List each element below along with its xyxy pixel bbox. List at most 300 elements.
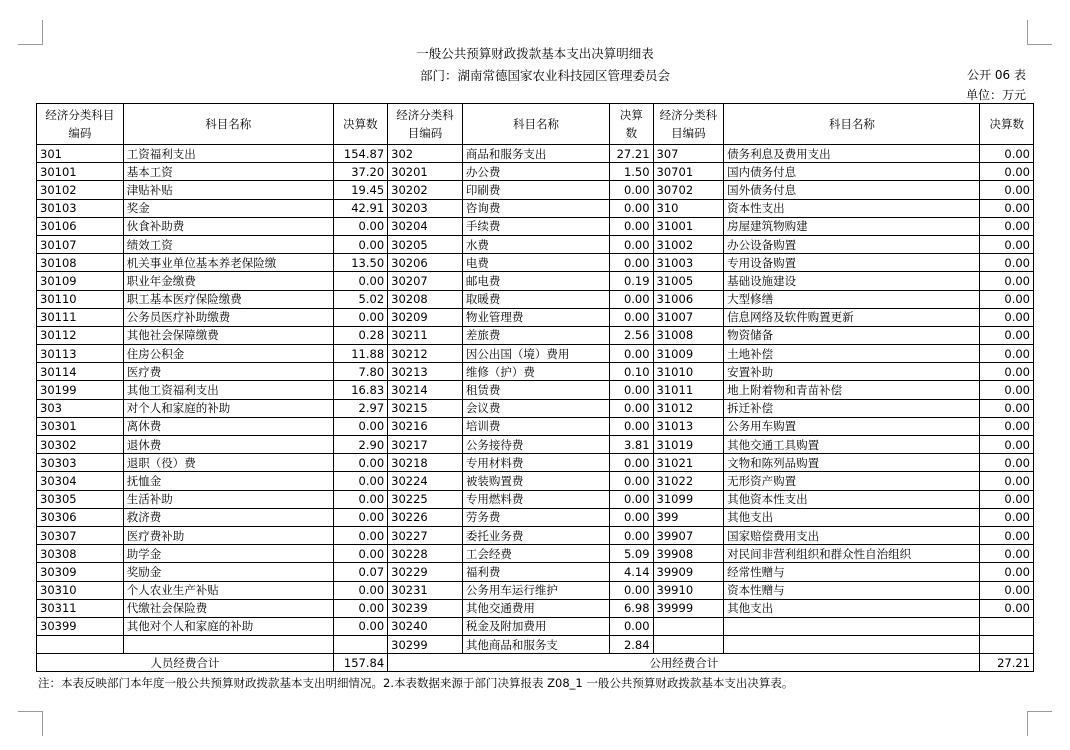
code-cell: 30109 (37, 272, 124, 290)
item-name-cell: 拆迁补偿 (724, 399, 980, 417)
amount-cell: 0.00 (610, 472, 653, 490)
code-cell: 30229 (388, 563, 463, 581)
amount-cell: 0.00 (333, 217, 387, 235)
code-cell: 30226 (388, 508, 463, 526)
amount-cell: 0.00 (610, 508, 653, 526)
item-name-cell: 商品和服务支出 (462, 145, 609, 163)
amount-cell: 0.00 (980, 254, 1034, 272)
amount-cell: 11.88 (333, 345, 387, 363)
code-cell: 30213 (388, 363, 463, 381)
code-cell: 39907 (653, 526, 724, 544)
item-name-cell: 其他社会保障缴费 (123, 326, 333, 344)
item-name-cell: 退职（役）费 (123, 454, 333, 472)
code-cell: 39910 (653, 581, 724, 599)
item-name-cell: 租赁费 (462, 381, 609, 399)
amount-cell: 0.07 (333, 563, 387, 581)
amount-cell: 0.00 (610, 454, 653, 472)
amount-cell: 0.00 (610, 235, 653, 253)
item-name-cell: 培训费 (462, 417, 609, 435)
amount-cell: 0.00 (610, 381, 653, 399)
item-name-cell: 维修（护）费 (462, 363, 609, 381)
table-row (37, 235, 1034, 253)
amount-cell: 0.00 (980, 145, 1034, 163)
amount-cell: 0.00 (333, 599, 387, 617)
amount-cell: 5.02 (333, 290, 387, 308)
table-row (37, 454, 1034, 472)
code-cell: 31001 (653, 217, 724, 235)
amount-cell: 0.00 (980, 490, 1034, 508)
amount-cell: 0.00 (610, 217, 653, 235)
expenditure-table (36, 103, 1034, 672)
code-cell: 30303 (37, 454, 124, 472)
code-cell: 30228 (388, 545, 463, 563)
table-row (37, 290, 1034, 308)
table-row (37, 181, 1034, 199)
table-row (37, 399, 1034, 417)
item-name-cell: 委托业务费 (462, 526, 609, 544)
code-cell: 30217 (388, 436, 463, 454)
amount-cell: 0.10 (610, 363, 653, 381)
code-cell: 30227 (388, 526, 463, 544)
table-row (37, 508, 1034, 526)
item-name-cell: 代缴社会保险费 (123, 599, 333, 617)
item-name-cell: 信息网络及软件购置更新 (724, 308, 980, 326)
amount-cell: 0.00 (333, 272, 387, 290)
item-name-cell: 债务利息及费用支出 (724, 145, 980, 163)
header-name-c: 科目名称 (724, 104, 980, 145)
amount-cell: 2.90 (333, 436, 387, 454)
amount-cell: 2.97 (333, 399, 387, 417)
amount-cell: 0.00 (610, 617, 653, 635)
item-name-cell: 文物和陈列品购置 (724, 454, 980, 472)
table-row (37, 545, 1034, 563)
amount-cell: 0.00 (610, 345, 653, 363)
item-name-cell: 职工基本医疗保险缴费 (123, 290, 333, 308)
department-label: 部门：湖南常德国家农业科技园区管理委员会 (420, 68, 671, 83)
amount-cell: 0.00 (333, 581, 387, 599)
amount-cell: 19.45 (333, 181, 387, 199)
code-cell: 31021 (653, 454, 724, 472)
code-cell: 30208 (388, 290, 463, 308)
amount-cell: 0.19 (610, 272, 653, 290)
amount-cell: 37.20 (333, 163, 387, 181)
table-row (37, 436, 1034, 454)
item-name-cell: 其他交通费用 (462, 599, 609, 617)
code-cell: 30224 (388, 472, 463, 490)
item-name-cell: 职业年金缴费 (123, 272, 333, 290)
table-row (37, 526, 1034, 544)
amount-cell: 42.91 (333, 199, 387, 217)
table-row (37, 617, 1034, 635)
code-cell: 31099 (653, 490, 724, 508)
item-name-cell: 助学金 (123, 545, 333, 563)
code-cell: 30106 (37, 217, 124, 235)
code-cell: 30203 (388, 199, 463, 217)
item-name-cell: 地上附着物和青苗补偿 (724, 381, 980, 399)
code-cell (37, 636, 124, 654)
item-name-cell: 物业管理费 (462, 308, 609, 326)
table-row (37, 472, 1034, 490)
personnel-total-label: 人员经费合计 (37, 654, 334, 672)
code-cell: 30301 (37, 417, 124, 435)
item-name-cell: 伙食补助费 (123, 217, 333, 235)
public-total-label: 公用经费合计 (388, 654, 980, 672)
code-cell: 39908 (653, 545, 724, 563)
code-cell: 30101 (37, 163, 124, 181)
code-cell: 30305 (37, 490, 124, 508)
item-name-cell: 住房公积金 (123, 345, 333, 363)
total-row (37, 654, 1034, 672)
code-cell: 30206 (388, 254, 463, 272)
code-cell: 30231 (388, 581, 463, 599)
code-cell: 30399 (37, 617, 124, 635)
table-row (37, 599, 1034, 617)
code-cell: 30110 (37, 290, 124, 308)
table-row (37, 163, 1034, 181)
code-cell: 39909 (653, 563, 724, 581)
table-row (37, 254, 1034, 272)
item-name-cell: 资本性支出 (724, 199, 980, 217)
amount-cell: 0.00 (610, 581, 653, 599)
code-cell: 310 (653, 199, 724, 217)
code-cell: 399 (653, 508, 724, 526)
personnel-total-value: 157.84 (333, 654, 387, 672)
code-cell (653, 636, 724, 654)
code-cell: 30112 (37, 326, 124, 344)
item-name-cell: 基础设施建设 (724, 272, 980, 290)
item-name-cell: 福利费 (462, 563, 609, 581)
amount-cell: 0.00 (980, 345, 1034, 363)
public-total-value: 27.21 (980, 654, 1034, 672)
table-row (37, 417, 1034, 435)
item-name-cell: 生活补助 (123, 490, 333, 508)
amount-cell: 0.00 (610, 199, 653, 217)
item-name-cell: 对民间非营利组织和群众性自治组织 (724, 545, 980, 563)
amount-cell (980, 636, 1034, 654)
page-title: 一般公共预算财政拨款基本支出决算明细表 (416, 46, 654, 61)
amount-cell: 0.00 (610, 181, 653, 199)
code-cell: 303 (37, 399, 124, 417)
amount-cell: 154.87 (333, 145, 387, 163)
item-name-cell: 被装购置费 (462, 472, 609, 490)
amount-cell: 0.00 (980, 526, 1034, 544)
item-name-cell: 国家赔偿费用支出 (724, 526, 980, 544)
code-cell: 31003 (653, 254, 724, 272)
header-name-a: 科目名称 (123, 104, 333, 145)
table-row (37, 563, 1034, 581)
item-name-cell: 工会经费 (462, 545, 609, 563)
code-cell: 31011 (653, 381, 724, 399)
amount-cell: 0.00 (980, 381, 1034, 399)
code-cell: 30199 (37, 381, 124, 399)
amount-cell: 0.00 (980, 217, 1034, 235)
amount-cell: 0.00 (333, 235, 387, 253)
crop-mark-top-right (1027, 20, 1052, 45)
code-cell: 30113 (37, 345, 124, 363)
item-name-cell: 公务用车购置 (724, 417, 980, 435)
item-name-cell: 医疗费 (123, 363, 333, 381)
code-cell: 31010 (653, 363, 724, 381)
item-name-cell: 安置补助 (724, 363, 980, 381)
item-name-cell: 奖励金 (123, 563, 333, 581)
item-name-cell: 房屋建筑物购建 (724, 217, 980, 235)
item-name-cell: 专用燃料费 (462, 490, 609, 508)
code-cell: 39999 (653, 599, 724, 617)
amount-cell: 2.84 (610, 636, 653, 654)
item-name-cell: 离休费 (123, 417, 333, 435)
header-code-a: 经济分类科目编码 (37, 104, 124, 145)
table-row (37, 145, 1034, 163)
item-name-cell: 印刷费 (462, 181, 609, 199)
item-name-cell: 办公设备购置 (724, 235, 980, 253)
amount-cell: 27.21 (610, 145, 653, 163)
amount-cell: 0.00 (610, 254, 653, 272)
item-name-cell: 大型修缮 (724, 290, 980, 308)
header-amount-c: 决算数 (980, 104, 1034, 145)
code-cell: 31022 (653, 472, 724, 490)
amount-cell: 0.00 (980, 181, 1034, 199)
item-name-cell: 其他商品和服务支 (462, 636, 609, 654)
amount-cell: 0.00 (980, 235, 1034, 253)
amount-cell: 0.00 (980, 272, 1034, 290)
header-amount-b: 决算数 (610, 104, 653, 145)
code-cell: 307 (653, 145, 724, 163)
code-cell: 30240 (388, 617, 463, 635)
amount-cell: 0.00 (980, 599, 1034, 617)
footnote: 注：本表反映部门本年度一般公共预算财政拨款基本支出明细情况。2.本表数据来源于部门决算报表 Z08_1 一般公共预算财政拨款基本支出决算表。 (38, 676, 794, 690)
item-name-cell: 医疗费补助 (123, 526, 333, 544)
code-cell: 30216 (388, 417, 463, 435)
amount-cell: 0.00 (980, 417, 1034, 435)
item-name-cell: 公务员医疗补助缴费 (123, 308, 333, 326)
item-name-cell: 水费 (462, 235, 609, 253)
item-name-cell: 会议费 (462, 399, 609, 417)
code-cell: 30302 (37, 436, 124, 454)
amount-cell: 0.00 (610, 399, 653, 417)
code-cell: 30702 (653, 181, 724, 199)
code-cell: 30107 (37, 235, 124, 253)
amount-cell: 0.00 (980, 508, 1034, 526)
code-cell: 30215 (388, 399, 463, 417)
amount-cell: 0.00 (610, 290, 653, 308)
table-row (37, 345, 1034, 363)
code-cell: 31005 (653, 272, 724, 290)
item-name-cell: 土地补偿 (724, 345, 980, 363)
amount-cell: 0.00 (980, 472, 1034, 490)
amount-cell: 0.00 (333, 454, 387, 472)
item-name-cell: 邮电费 (462, 272, 609, 290)
table-row (37, 636, 1034, 654)
item-name-cell: 抚恤金 (123, 472, 333, 490)
code-cell: 30207 (388, 272, 463, 290)
item-name-cell: 对个人和家庭的补助 (123, 399, 333, 417)
code-cell (653, 617, 724, 635)
amount-cell: 0.00 (333, 526, 387, 544)
code-cell: 30307 (37, 526, 124, 544)
amount-cell: 0.00 (980, 163, 1034, 181)
code-cell: 31008 (653, 326, 724, 344)
header-name-b: 科目名称 (462, 104, 609, 145)
code-cell: 30205 (388, 235, 463, 253)
code-cell: 30114 (37, 363, 124, 381)
code-cell: 30209 (388, 308, 463, 326)
item-name-cell: 其他工资福利支出 (123, 381, 333, 399)
amount-cell: 0.00 (980, 199, 1034, 217)
amount-cell: 13.50 (333, 254, 387, 272)
item-name-cell: 取暖费 (462, 290, 609, 308)
code-cell: 302 (388, 145, 463, 163)
item-name-cell (724, 617, 980, 635)
item-name-cell: 办公费 (462, 163, 609, 181)
code-cell: 301 (37, 145, 124, 163)
code-cell: 30225 (388, 490, 463, 508)
item-name-cell: 咨询费 (462, 199, 609, 217)
amount-cell: 5.09 (610, 545, 653, 563)
crop-mark-bottom-right (1027, 711, 1052, 736)
table-row (37, 217, 1034, 235)
amount-cell: 0.00 (333, 417, 387, 435)
amount-cell: 16.83 (333, 381, 387, 399)
item-name-cell: 退休费 (123, 436, 333, 454)
amount-cell: 4.14 (610, 563, 653, 581)
amount-cell: 0.00 (610, 417, 653, 435)
item-name-cell: 绩效工资 (123, 235, 333, 253)
item-name-cell: 差旅费 (462, 326, 609, 344)
amount-cell: 0.00 (333, 308, 387, 326)
code-cell: 31006 (653, 290, 724, 308)
code-cell: 31007 (653, 308, 724, 326)
item-name-cell: 其他资本性支出 (724, 490, 980, 508)
item-name-cell (123, 636, 333, 654)
item-name-cell: 资本性赠与 (724, 581, 980, 599)
table-row (37, 490, 1034, 508)
item-name-cell: 税金及附加费用 (462, 617, 609, 635)
code-cell: 30309 (37, 563, 124, 581)
amount-cell: 0.00 (610, 308, 653, 326)
amount-cell: 0.00 (333, 617, 387, 635)
header-amount-a: 决算数 (333, 104, 387, 145)
amount-cell: 0.00 (980, 563, 1034, 581)
code-cell: 30306 (37, 508, 124, 526)
item-name-cell: 其他对个人和家庭的补助 (123, 617, 333, 635)
code-cell: 30102 (37, 181, 124, 199)
amount-cell (333, 636, 387, 654)
item-name-cell: 其他支出 (724, 599, 980, 617)
code-cell: 31009 (653, 345, 724, 363)
item-name-cell: 公务用车运行维护 (462, 581, 609, 599)
item-name-cell: 救济费 (123, 508, 333, 526)
amount-cell: 0.00 (980, 308, 1034, 326)
form-number: 公开 06 表 (967, 68, 1026, 82)
code-cell: 31002 (653, 235, 724, 253)
code-cell: 30299 (388, 636, 463, 654)
item-name-cell: 电费 (462, 254, 609, 272)
table-row (37, 381, 1034, 399)
amount-cell: 6.98 (610, 599, 653, 617)
table-row (37, 199, 1034, 217)
amount-cell: 0.00 (980, 436, 1034, 454)
item-name-cell: 专用设备购置 (724, 254, 980, 272)
table-row (37, 326, 1034, 344)
amount-cell: 3.81 (610, 436, 653, 454)
table-row (37, 581, 1034, 599)
code-cell: 31013 (653, 417, 724, 435)
code-cell: 30204 (388, 217, 463, 235)
code-cell: 30311 (37, 599, 124, 617)
item-name-cell: 无形资产购置 (724, 472, 980, 490)
item-name-cell: 公务接待费 (462, 436, 609, 454)
amount-cell: 0.00 (980, 545, 1034, 563)
item-name-cell: 其他支出 (724, 508, 980, 526)
crop-mark-top-left (18, 20, 43, 45)
code-cell: 30212 (388, 345, 463, 363)
amount-cell: 0.00 (980, 363, 1034, 381)
item-name-cell: 津贴补贴 (123, 181, 333, 199)
code-cell: 30218 (388, 454, 463, 472)
amount-cell: 7.80 (333, 363, 387, 381)
amount-cell: 0.00 (610, 526, 653, 544)
item-name-cell: 因公出国（境）费用 (462, 345, 609, 363)
crop-mark-bottom-left (18, 711, 43, 736)
item-name-cell: 物资储备 (724, 326, 980, 344)
item-name-cell: 奖金 (123, 199, 333, 217)
item-name-cell: 国内债务付息 (724, 163, 980, 181)
item-name-cell: 手续费 (462, 217, 609, 235)
amount-cell: 0.00 (980, 399, 1034, 417)
item-name-cell: 机关事业单位基本养老保险缴 (123, 254, 333, 272)
code-cell: 30111 (37, 308, 124, 326)
code-cell: 30103 (37, 199, 124, 217)
header-code-b: 经济分类科目编码 (388, 104, 463, 145)
item-name-cell: 劳务费 (462, 508, 609, 526)
item-name-cell: 个人农业生产补贴 (123, 581, 333, 599)
item-name-cell (724, 636, 980, 654)
amount-cell: 0.00 (333, 472, 387, 490)
amount-cell: 0.00 (980, 290, 1034, 308)
table-row (37, 308, 1034, 326)
amount-cell: 0.00 (980, 454, 1034, 472)
code-cell: 30308 (37, 545, 124, 563)
table-row (37, 272, 1034, 290)
code-cell: 30201 (388, 163, 463, 181)
table-row (37, 363, 1034, 381)
header-row (37, 104, 1034, 145)
code-cell: 30304 (37, 472, 124, 490)
amount-cell: 2.56 (610, 326, 653, 344)
item-name-cell: 国外债务付息 (724, 181, 980, 199)
code-cell: 30108 (37, 254, 124, 272)
code-cell: 30239 (388, 599, 463, 617)
amount-cell: 0.00 (980, 326, 1034, 344)
amount-cell: 0.00 (610, 490, 653, 508)
amount-cell (980, 617, 1034, 635)
code-cell: 30310 (37, 581, 124, 599)
code-cell: 30211 (388, 326, 463, 344)
amount-cell: 0.00 (333, 508, 387, 526)
code-cell: 31012 (653, 399, 724, 417)
item-name-cell: 工资福利支出 (123, 145, 333, 163)
amount-cell: 1.50 (610, 163, 653, 181)
item-name-cell: 基本工资 (123, 163, 333, 181)
code-cell: 31019 (653, 436, 724, 454)
unit-label: 单位：万元 (965, 88, 1026, 102)
item-name-cell: 专用材料费 (462, 454, 609, 472)
code-cell: 30214 (388, 381, 463, 399)
amount-cell: 0.00 (333, 490, 387, 508)
amount-cell: 0.00 (980, 581, 1034, 599)
item-name-cell: 经常性赠与 (724, 563, 980, 581)
amount-cell: 0.28 (333, 326, 387, 344)
